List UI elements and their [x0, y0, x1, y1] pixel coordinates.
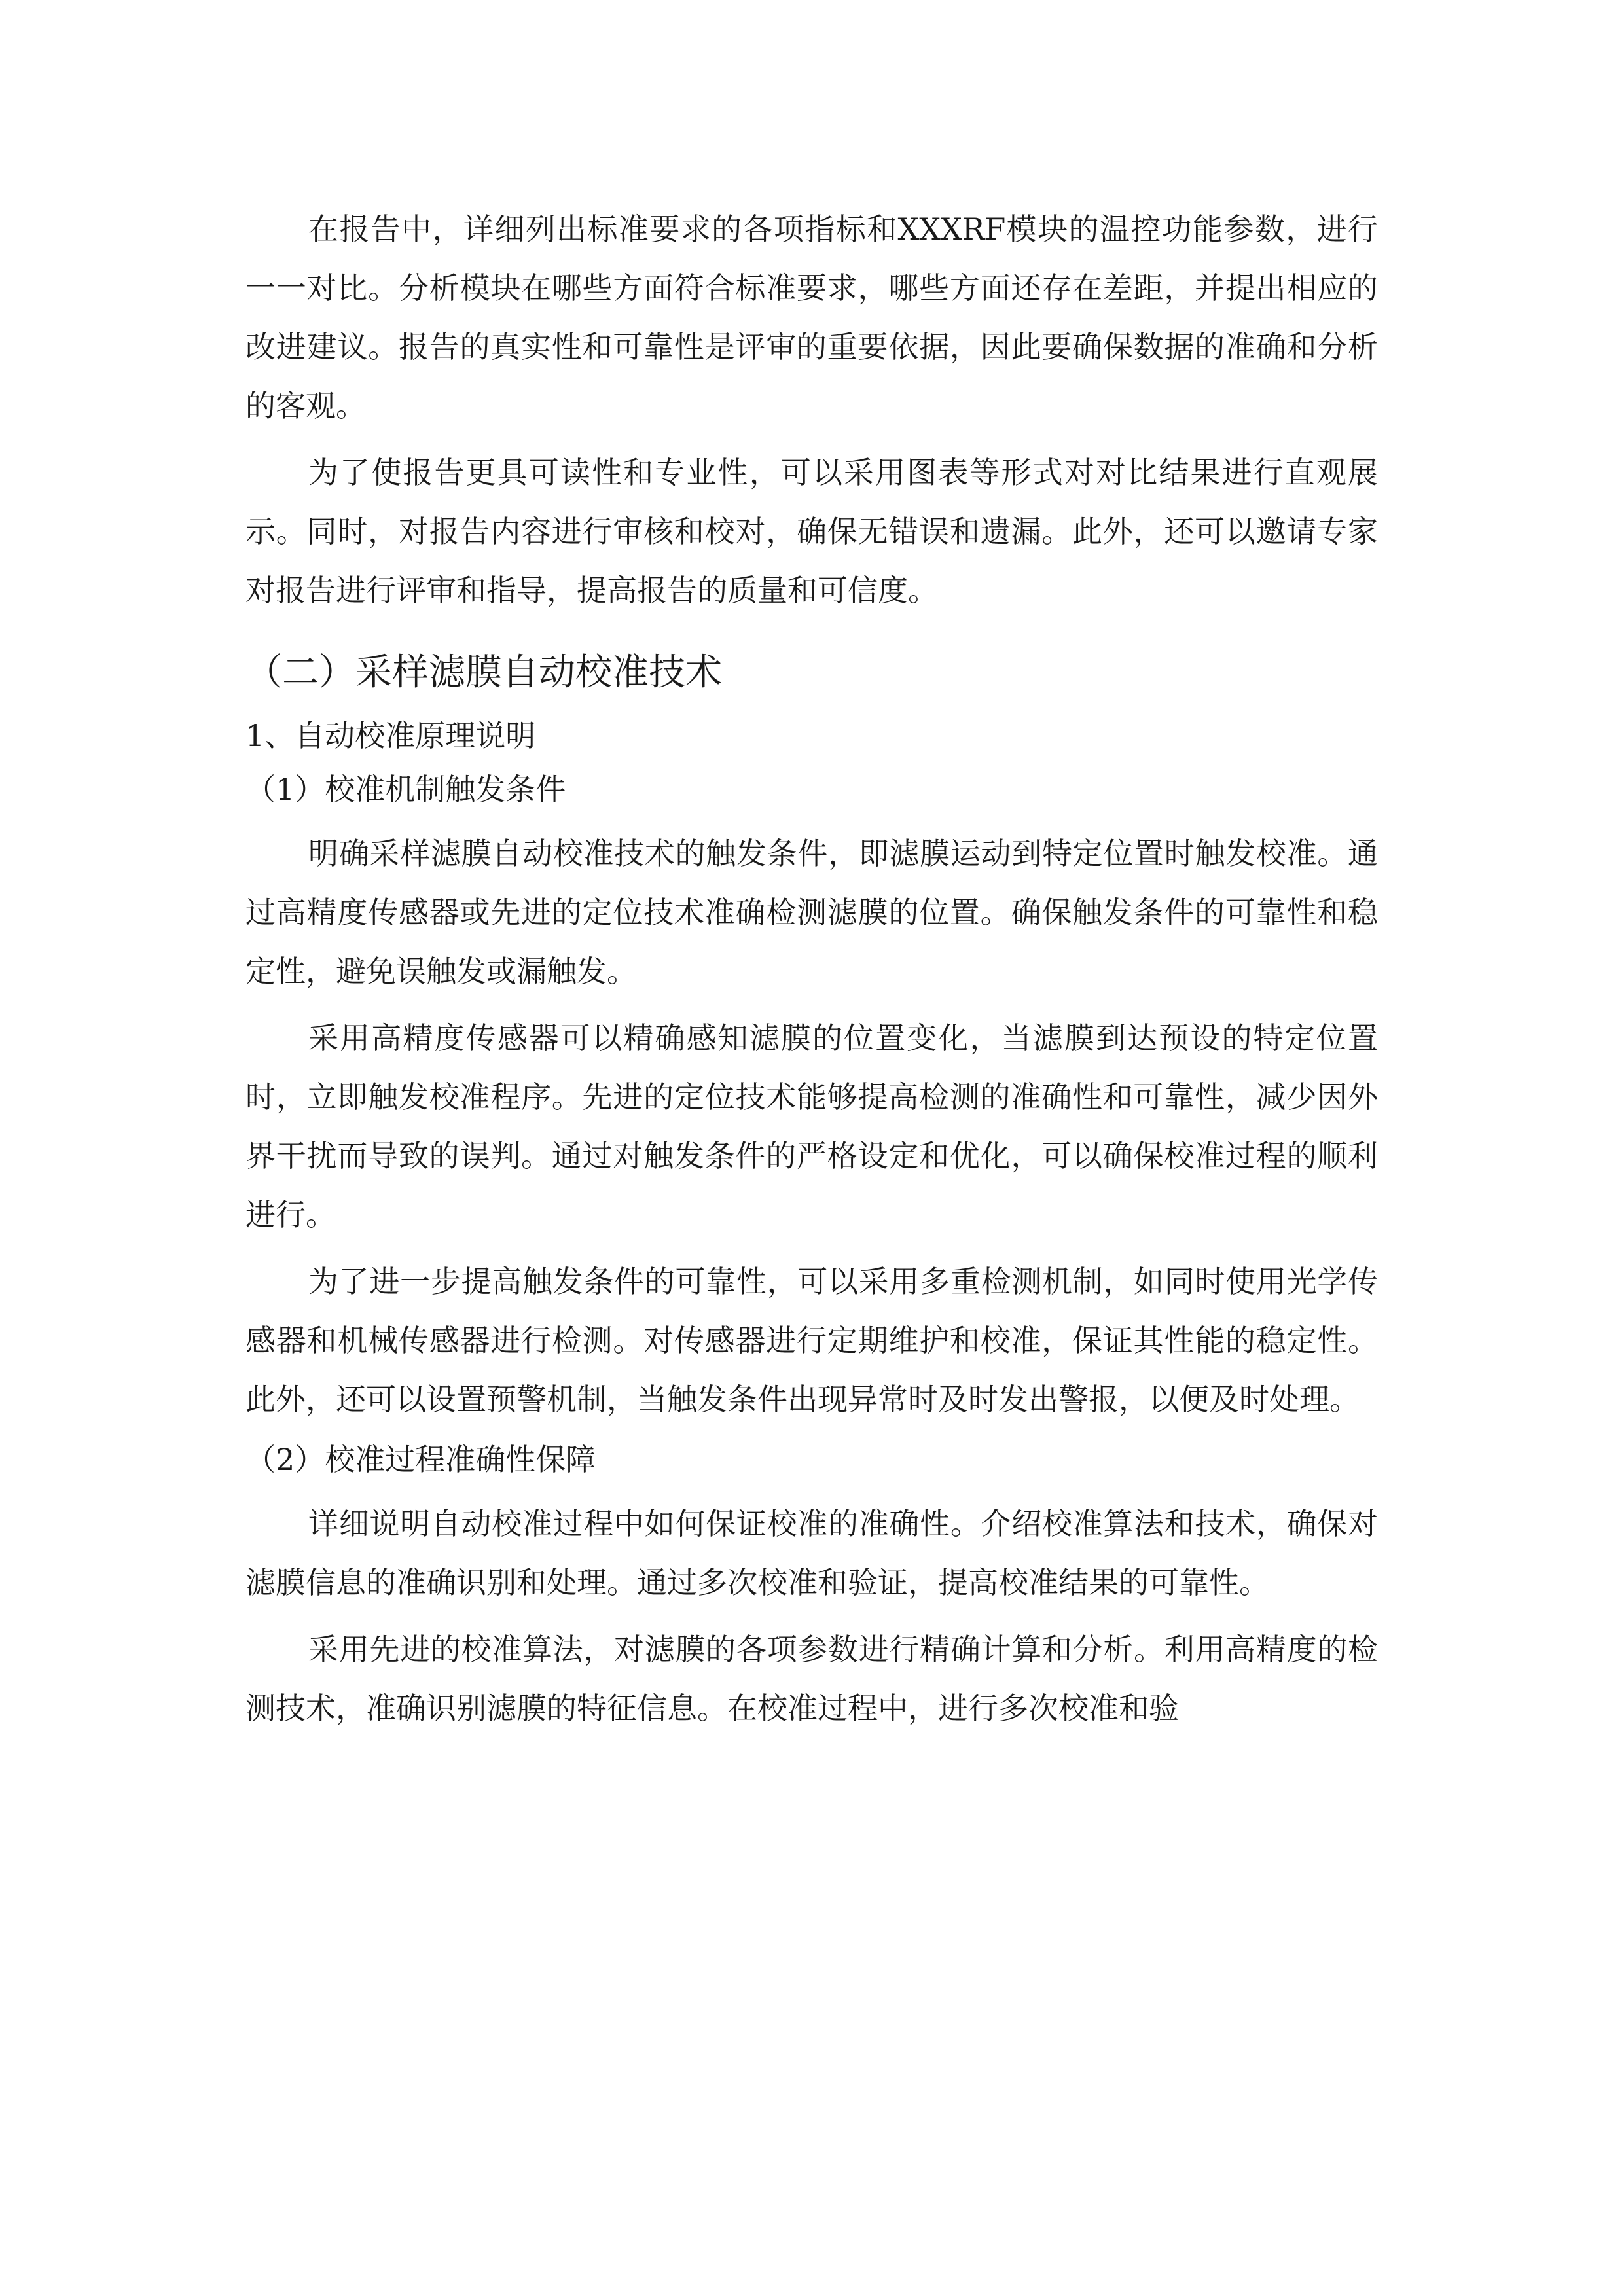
- subsubsection-heading: （2）校准过程准确性保障: [245, 1442, 596, 1477]
- body-paragraph: 采用先进的校准算法，对滤膜的各项参数进行精确计算和分析。利用高精度的检测技术，准确识别滤膜的特征信息。在校准过程中，进行多次校准和验: [245, 1632, 1378, 1726]
- subsubsection-heading: （1）校准机制触发条件: [245, 772, 566, 807]
- section-heading: （二）采样滤膜自动校准技术: [245, 651, 722, 694]
- body-paragraph: 为了进一步提高触发条件的可靠性，可以采用多重检测机制，如同时使用光学传感器和机械传感器进行检测。对传感器进行定期维护和校准，保证其性能的稳定性。此外，还可以设置预警机制，当触发条件出现异常时及时发出警报，以便及时处理。: [245, 1264, 1378, 1417]
- body-paragraph: 详细说明自动校准过程中如何保证校准的准确性。介绍校准算法和技术，确保对滤膜信息的准确识别和处理。通过多次校准和验证，提高校准结果的可靠性。: [245, 1506, 1378, 1600]
- body-paragraph: 在报告中，详细列出标准要求的各项指标和XXXRF模块的温控功能参数，进行一一对比。分析模块在哪些方面符合标准要求，哪些方面还存在差距，并提出相应的改进建议。报告的真实性和可靠性是评审的重要依据，因此要确保数据的准确和分析的客观。: [245, 211, 1378, 423]
- document-page: [245, 200, 1378, 1738]
- body-paragraph: 采用高精度传感器可以精确感知滤膜的位置变化，当滤膜到达预设的特定位置时，立即触发校准程序。先进的定位技术能够提高检测的准确性和可靠性，减少因外界干扰而导致的误判。通过对触发条件的严格设定和优化，可以确保校准过程的顺利进行。: [245, 1020, 1378, 1232]
- subsection-heading: 1、自动校准原理说明: [245, 718, 536, 753]
- body-paragraph: 为了使报告更具可读性和专业性，可以采用图表等形式对对比结果进行直观展示。同时，对报告内容进行审核和校对，确保无错误和遗漏。此外，还可以邀请专家对报告进行评审和指导，提高报告的质量和可信度。: [245, 455, 1378, 608]
- body-paragraph: 明确采样滤膜自动校准技术的触发条件，即滤膜运动到特定位置时触发校准。通过高精度传感器或先进的定位技术准确检测滤膜的位置。确保触发条件的可靠性和稳定性，避免误触发或漏触发。: [245, 836, 1378, 989]
